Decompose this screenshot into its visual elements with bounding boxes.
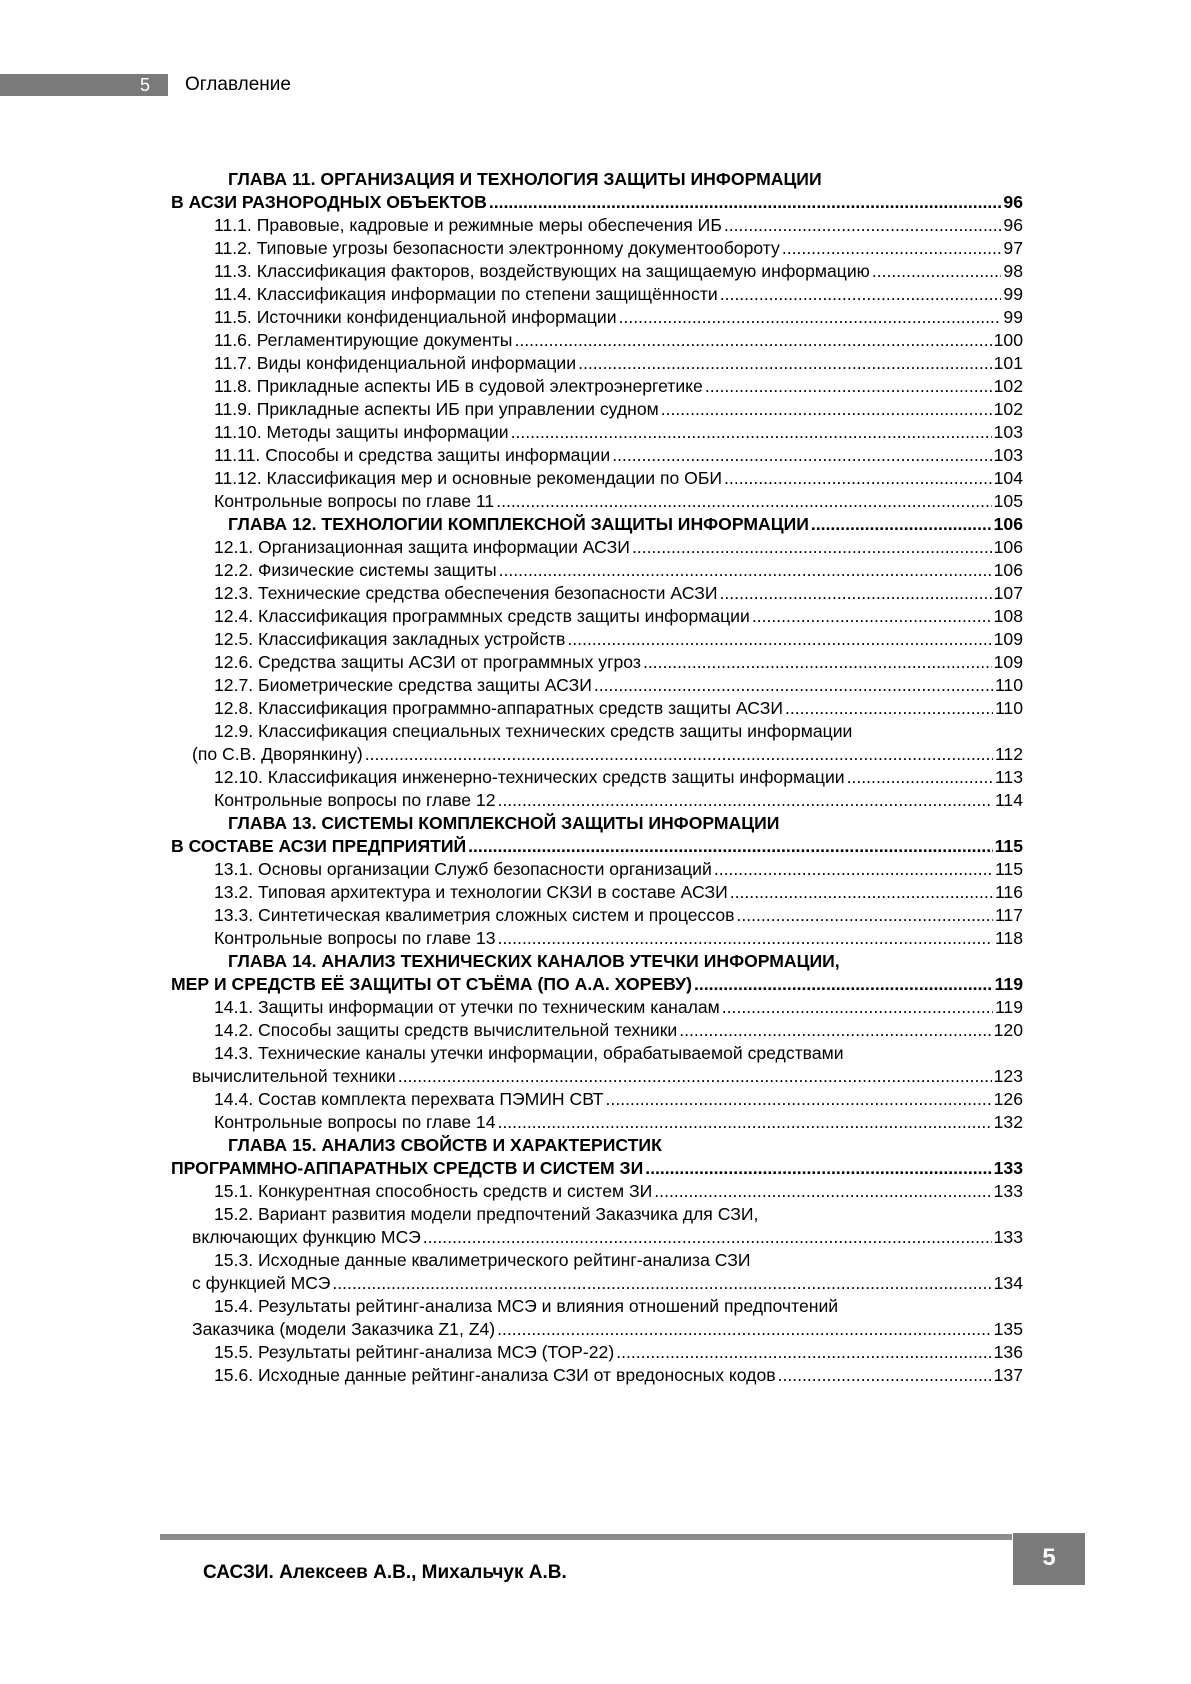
toc-entry-title: 12.7. Биометрические средства защиты АСЗИ — [214, 675, 592, 695]
toc-entry-title: 11.12. Классификация мер и основные рекомендации по ОБИ — [214, 468, 723, 488]
toc-dot-leader — [645, 1157, 991, 1180]
toc-entry[interactable] — [171, 1203, 1023, 1226]
toc-entry[interactable] — [171, 352, 1023, 375]
toc-entry-page: 137 — [993, 1365, 1023, 1385]
toc-entry-page: 115 — [994, 836, 1023, 856]
toc-dot-leader — [720, 582, 992, 605]
toc-entry-title: 12.3. Технические средства обеспечения безопасности АСЗИ — [214, 583, 718, 603]
toc-dot-leader — [654, 1180, 991, 1203]
toc-entry-title: 12.9. Классификация специальных технических средств защиты информации — [214, 721, 853, 741]
toc-entry[interactable] — [171, 651, 1023, 674]
toc-entry-page: 126 — [993, 1089, 1023, 1109]
toc-entry-title: 15.1. Конкурентная способность средств и систем ЗИ — [214, 1181, 653, 1201]
toc-entry-page: 97 — [1003, 238, 1023, 258]
toc-entry-title: Заказчика (модели Заказчика Z1, Z4) — [192, 1319, 496, 1339]
footer-page-number: 5 — [1013, 1533, 1085, 1585]
toc-entry[interactable] — [171, 1111, 1023, 1134]
toc-entry-page: 113 — [994, 767, 1023, 787]
toc-entry[interactable] — [171, 766, 1023, 789]
toc-entry-page: 96 — [1003, 215, 1023, 235]
header-title: Оглавление — [185, 74, 291, 95]
toc-dot-leader — [498, 789, 993, 812]
toc-dot-leader — [752, 605, 992, 628]
toc-entry-title: ГЛАВА 12. ТЕХНОЛОГИИ КОМПЛЕКСНОЙ ЗАЩИТЫ ИНФОРМАЦИИ — [228, 514, 809, 534]
toc-entry[interactable] — [171, 375, 1023, 398]
toc-entry[interactable] — [171, 1065, 1023, 1088]
toc-entry[interactable] — [171, 858, 1023, 881]
toc-entry[interactable] — [171, 191, 1023, 214]
toc-entry-page: 133 — [993, 1181, 1023, 1201]
toc-entry-title: ПРОГРАММНО-АППАРАТНЫХ СРЕДСТВ И СИСТЕМ ЗИ — [171, 1158, 644, 1178]
toc-entry-title: 12.6. Средства защиты АСЗИ от программных угроз — [214, 652, 641, 672]
toc-entry-title: 12.10. Классификация инженерно-технических средств защиты информации — [214, 767, 845, 787]
toc-entry-page: 100 — [993, 330, 1023, 350]
toc-dot-leader — [847, 766, 993, 789]
toc-dot-leader — [499, 559, 992, 582]
toc-entry-title: 12.8. Классификация программно-аппаратных средств защиты АСЗИ — [214, 698, 783, 718]
toc-dot-leader — [619, 306, 1002, 329]
toc-entry-page: 110 — [994, 675, 1023, 695]
toc-entry-title: 15.5. Результаты рейтинг-анализа МСЭ (ТОР-22) — [214, 1342, 615, 1362]
toc-entry[interactable] — [171, 881, 1023, 904]
toc-entry[interactable] — [171, 1226, 1023, 1249]
toc-entry-title: МЕР И СРЕДСТВ ЕЁ ЗАЩИТЫ ОТ СЪЁМА (ПО А.А. ХОРЕВУ) — [171, 974, 692, 994]
toc-entry[interactable] — [171, 1157, 1023, 1180]
toc-entry[interactable] — [171, 697, 1023, 720]
header-page-number: 5 — [140, 75, 151, 95]
toc-entry-title: 11.10. Методы защиты информации — [214, 422, 509, 442]
toc-entry-page: 123 — [993, 1066, 1023, 1086]
toc-entry[interactable] — [171, 536, 1023, 559]
toc-dot-leader — [511, 421, 992, 444]
toc-entry-title: ГЛАВА 13. СИСТЕМЫ КОМПЛЕКСНОЙ ЗАЩИТЫ ИНФОРМАЦИИ — [228, 813, 780, 833]
toc-dot-leader — [785, 697, 993, 720]
toc-entry-title: 11.9. Прикладные аспекты ИБ при управлении судном — [214, 399, 659, 419]
toc-entry-title: 11.2. Типовые угрозы безопасности электронному документообороту — [214, 238, 780, 258]
toc-entry-title: 14.2. Способы защиты средств вычислительной техники — [214, 1020, 678, 1040]
toc-entry[interactable] — [171, 329, 1023, 352]
toc-entry-page: 107 — [993, 583, 1023, 603]
toc-dot-leader — [497, 1318, 992, 1341]
toc-dot-leader — [612, 444, 991, 467]
toc-entry-page: 105 — [993, 491, 1023, 511]
toc-dot-leader — [720, 283, 1002, 306]
toc-entry[interactable] — [171, 306, 1023, 329]
toc-entry-title: В СОСТАВЕ АСЗИ ПРЕДПРИЯТИЙ — [171, 836, 467, 856]
toc-entry-title: Контрольные вопросы по главе 12 — [214, 790, 496, 810]
toc-entry-page: 106 — [993, 514, 1023, 534]
toc-entry-title: 11.3. Классификация факторов, воздействующих на защищаемую информацию — [214, 261, 870, 281]
toc-entry-title: В АСЗИ РАЗНОРОДНЫХ ОБЪЕКТОВ — [171, 192, 487, 212]
toc-entry-page: 133 — [993, 1158, 1023, 1178]
toc-entry[interactable] — [171, 835, 1023, 858]
toc-entry-title: 15.4. Результаты рейтинг-анализа МСЭ и влияния отношений предпочтений — [214, 1296, 839, 1316]
toc-dot-leader — [661, 398, 992, 421]
toc-entry-page: 119 — [994, 974, 1023, 994]
toc-entry[interactable] — [171, 674, 1023, 697]
toc-entry-title: ГЛАВА 15. АНАЛИЗ СВОЙСТВ И ХАРАКТЕРИСТИК — [228, 1135, 662, 1155]
toc-entry[interactable] — [171, 1134, 1023, 1157]
toc-entry-page: 116 — [994, 882, 1023, 902]
toc-entry[interactable] — [171, 743, 1023, 766]
toc-entry-title: 14.3. Технические каналы утечки информации, обрабатываемой средствами — [214, 1043, 844, 1063]
toc-entry[interactable] — [171, 214, 1023, 237]
toc-entry[interactable] — [171, 444, 1023, 467]
toc-dot-leader — [778, 1364, 992, 1387]
toc-entry-title: 11.5. Источники конфиденциальной информации — [214, 307, 617, 327]
toc-entry-title: 11.1. Правовые, кадровые и режимные меры обеспечения ИБ — [214, 215, 722, 235]
toc-entry[interactable] — [171, 628, 1023, 651]
toc-entry-title: 11.6. Регламентирующие документы — [214, 330, 513, 350]
toc-entry-page: 136 — [993, 1342, 1023, 1362]
toc-dot-leader — [332, 1272, 991, 1295]
toc-entry[interactable] — [171, 260, 1023, 283]
toc-entry[interactable] — [171, 1249, 1023, 1272]
toc-entry-title: 15.3. Исходные данные квалиметрического рейтинг-анализа СЗИ — [214, 1250, 751, 1270]
toc-entry[interactable] — [171, 973, 1023, 996]
toc-entry[interactable] — [171, 1088, 1023, 1111]
toc-entry-page: 135 — [993, 1319, 1023, 1339]
toc-dot-leader — [643, 651, 992, 674]
table-of-contents — [171, 168, 1023, 1387]
toc-dot-leader — [423, 1226, 992, 1249]
toc-dot-leader — [722, 996, 993, 1019]
toc-dot-leader — [705, 375, 992, 398]
toc-entry[interactable] — [171, 996, 1023, 1019]
toc-entry-title: 11.11. Способы и средства защиты информации — [214, 445, 611, 465]
toc-entry-page: 101 — [993, 353, 1023, 373]
toc-entry-title: Контрольные вопросы по главе 14 — [214, 1112, 496, 1132]
toc-entry[interactable] — [171, 283, 1023, 306]
toc-entry-title: 14.1. Защиты информации от утечки по техническим каналам — [214, 997, 720, 1017]
toc-entry[interactable] — [171, 1180, 1023, 1203]
toc-entry-title: (по С.В. Дворянкину) — [192, 744, 363, 764]
toc-entry[interactable] — [171, 1295, 1023, 1318]
toc-entry-page: 99 — [1003, 284, 1023, 304]
toc-dot-leader — [872, 260, 1002, 283]
toc-entry-page: 110 — [994, 698, 1023, 718]
toc-dot-leader — [811, 513, 992, 536]
toc-dot-leader — [498, 1111, 992, 1134]
toc-dot-leader — [736, 904, 992, 927]
toc-dot-leader — [782, 237, 1002, 260]
toc-entry-page: 109 — [993, 629, 1023, 649]
toc-entry-page: 106 — [993, 537, 1023, 557]
toc-entry-title: с функцией МСЭ — [192, 1273, 331, 1293]
toc-dot-leader — [578, 352, 992, 375]
toc-entry-title: 12.2. Физические системы защиты — [214, 560, 497, 580]
toc-dot-leader — [496, 490, 991, 513]
toc-entry-title: Контрольные вопросы по главе 13 — [214, 928, 496, 948]
toc-entry-title: ГЛАВА 11. ОРГАНИЗАЦИЯ И ТЕХНОЛОГИЯ ЗАЩИТЫ ИНФОРМАЦИИ — [228, 169, 822, 189]
toc-dot-leader — [694, 973, 993, 996]
toc-entry-page: 114 — [994, 790, 1023, 810]
toc-entry-page: 102 — [993, 376, 1023, 396]
toc-entry-page: 119 — [994, 997, 1023, 1017]
toc-entry[interactable] — [171, 605, 1023, 628]
toc-entry-page: 99 — [1003, 307, 1023, 327]
toc-entry[interactable] — [171, 398, 1023, 421]
toc-entry-page: 133 — [993, 1227, 1023, 1247]
toc-dot-leader — [514, 329, 991, 352]
toc-entry-page: 109 — [993, 652, 1023, 672]
toc-dot-leader — [398, 1065, 992, 1088]
toc-entry[interactable] — [171, 1341, 1023, 1364]
toc-entry[interactable] — [171, 1019, 1023, 1042]
toc-entry[interactable] — [171, 927, 1023, 950]
toc-entry-page: 103 — [993, 422, 1023, 442]
toc-entry-title: 11.4. Классификация информации по степени защищённости — [214, 284, 718, 304]
toc-entry-title: 12.4. Классификация программных средств защиты информации — [214, 606, 750, 626]
toc-entry[interactable] — [171, 720, 1023, 743]
toc-dot-leader — [567, 628, 991, 651]
toc-dot-leader — [594, 674, 993, 697]
toc-entry-page: 115 — [994, 859, 1023, 879]
toc-entry[interactable] — [171, 789, 1023, 812]
toc-entry[interactable] — [171, 812, 1023, 835]
toc-entry[interactable] — [171, 421, 1023, 444]
toc-entry-title: 14.4. Состав комплекта перехвата ПЭМИН СВТ — [214, 1089, 604, 1109]
toc-entry-title: 13.3. Синтетическая квалиметрия сложных систем и процессов — [214, 905, 735, 925]
toc-entry-title: 15.6. Исходные данные рейтинг-анализа СЗИ от вредоносных кодов — [214, 1365, 776, 1385]
toc-dot-leader — [714, 858, 993, 881]
toc-entry-page: 134 — [993, 1273, 1023, 1293]
footer-authors: САСЗИ. Алексеев А.В., Михальчук А.В. — [203, 1562, 567, 1583]
toc-entry[interactable] — [171, 1364, 1023, 1387]
toc-entry-page: 108 — [993, 606, 1023, 626]
toc-entry-title: 12.5. Классификация закладных устройств — [214, 629, 566, 649]
toc-entry-title: Контрольные вопросы по главе 11 — [214, 491, 495, 511]
toc-entry-title: 13.1. Основы организации Служб безопасности организаций — [214, 859, 712, 879]
toc-entry-page: 120 — [993, 1020, 1023, 1040]
toc-entry[interactable] — [171, 1318, 1023, 1341]
toc-entry-title: 13.2. Типовая архитектура и технологии СКЗИ в составе АСЗИ — [214, 882, 728, 902]
toc-entry[interactable] — [171, 490, 1023, 513]
footer-divider — [160, 1534, 1012, 1540]
toc-entry-page: 103 — [993, 445, 1023, 465]
toc-entry[interactable] — [171, 1272, 1023, 1295]
toc-entry[interactable] — [171, 582, 1023, 605]
toc-dot-leader — [724, 467, 992, 490]
toc-dot-leader — [606, 1088, 992, 1111]
toc-entry-page: 118 — [994, 928, 1023, 948]
toc-entry-page: 112 — [994, 744, 1023, 764]
toc-dot-leader — [632, 536, 992, 559]
toc-entry-title: вычислительной техники — [192, 1066, 396, 1086]
toc-entry-page: 104 — [993, 468, 1023, 488]
toc-dot-leader — [498, 927, 993, 950]
toc-entry-title: ГЛАВА 14. АНАЛИЗ ТЕХНИЧЕСКИХ КАНАЛОВ УТЕЧКИ ИНФОРМАЦИИ, — [228, 951, 840, 971]
toc-entry[interactable] — [171, 559, 1023, 582]
toc-entry-page: 117 — [994, 905, 1023, 925]
toc-dot-leader — [468, 835, 992, 858]
toc-entry-page: 102 — [993, 399, 1023, 419]
toc-dot-leader — [679, 1019, 991, 1042]
toc-entry[interactable] — [171, 513, 1023, 536]
toc-entry[interactable] — [171, 168, 1023, 191]
toc-dot-leader — [616, 1341, 991, 1364]
toc-entry[interactable] — [171, 950, 1023, 973]
toc-entry-page: 98 — [1003, 261, 1023, 281]
toc-entry-title: 12.1. Организационная защита информации АСЗИ — [214, 537, 630, 557]
toc-entry-title: включающих функцию МСЭ — [192, 1227, 421, 1247]
toc-entry-title: 15.2. Вариант развития модели предпочтений Заказчика для СЗИ, — [214, 1204, 759, 1224]
toc-dot-leader — [730, 881, 993, 904]
toc-entry-page: 96 — [1003, 192, 1023, 212]
toc-entry-title: 11.7. Виды конфиденциальной информации — [214, 353, 577, 373]
toc-dot-leader — [489, 191, 1002, 214]
toc-entry[interactable] — [171, 904, 1023, 927]
toc-entry-page: 106 — [993, 560, 1023, 580]
toc-entry-title: 11.8. Прикладные аспекты ИБ в судовой электроэнергетике — [214, 376, 703, 396]
toc-entry-page: 132 — [993, 1112, 1023, 1132]
toc-entry[interactable] — [171, 467, 1023, 490]
toc-dot-leader — [724, 214, 1002, 237]
toc-entry[interactable] — [171, 1042, 1023, 1065]
toc-entry[interactable] — [171, 237, 1023, 260]
toc-dot-leader — [365, 743, 993, 766]
